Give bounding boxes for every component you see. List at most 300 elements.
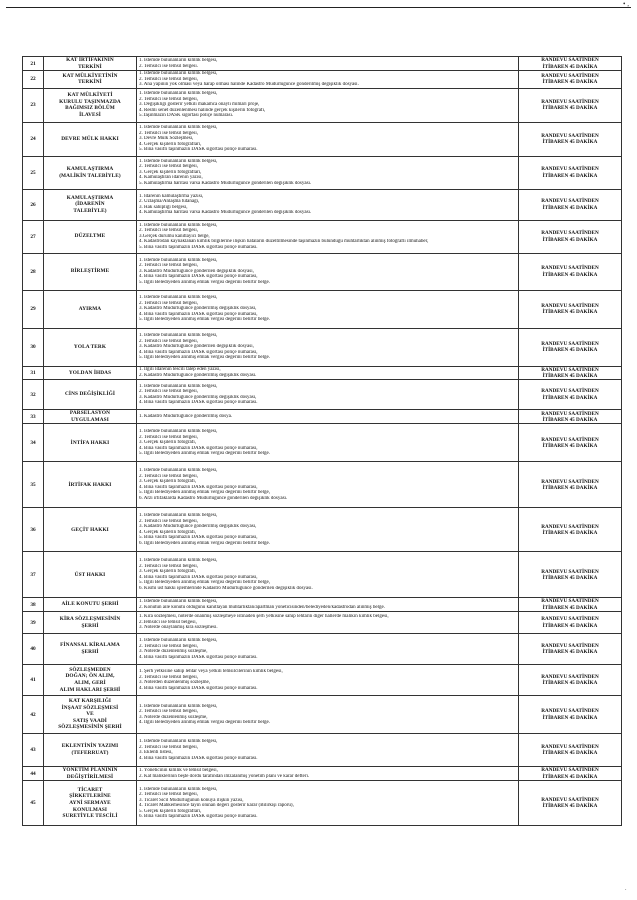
document-item: 3. Hak sahipliği belgesi,	[139, 204, 188, 210]
appointment-time	[519, 665, 622, 696]
table-row	[23, 767, 622, 781]
document-item: 3. Gerçek kişilerin fotoğrafları,	[139, 169, 202, 175]
procedure-name	[44, 767, 137, 781]
document-item: 3. Noterde düzenlenmiş sözleşme,	[139, 714, 208, 720]
procedure-name-line: AYIRMA	[78, 305, 102, 312]
appointment-line: RANDEVU SAATİNDEN	[541, 340, 599, 347]
procedure-name	[44, 253, 137, 290]
document-item: 4. Kamulaştırma haritası varsa Kadastro Müdürlüğünce gönderilen değişiklik dosyası.	[139, 210, 312, 216]
procedure-name	[44, 781, 137, 826]
procedure-name-line: ÜST HAKKI	[74, 571, 106, 578]
appointment-line: RANDEVU SAATİNDEN	[541, 410, 599, 417]
procedure-name-line: VE	[86, 711, 94, 718]
document-item: 3. Noterde düzenlenmiş sözleşme,	[139, 649, 208, 655]
row-number: 40	[23, 634, 44, 665]
row-number: 38	[23, 598, 44, 612]
appointment-time	[519, 508, 622, 552]
row-number: 37	[23, 552, 44, 598]
appointment-line: RANDEVU SAATİNDEN	[541, 230, 599, 237]
document-item: 4. Bina vasıflı taşınmazın DASK sigortası poliçe numarası,	[139, 445, 258, 451]
procedure-name	[44, 696, 137, 734]
procedure-name-line: BİRLEŞTİRME	[70, 268, 110, 275]
procedure-name	[44, 290, 137, 328]
document-item: 2. Temsilci ise temsil belgesi,	[139, 389, 198, 395]
procedure-name-line: KAMULAŞTIRMA	[66, 166, 114, 173]
table-row	[23, 122, 622, 156]
procedure-name-line: UYGULAMASI	[71, 416, 109, 423]
document-item: 5. Bina vasıflı taşınmazın DASK sigortası poliçe numarası.	[139, 147, 258, 153]
appointment-line: İTİBAREN 45 DAKİKA	[542, 416, 598, 423]
bottom-mark: .	[625, 886, 627, 892]
row-number: 42	[23, 696, 44, 734]
document-item: 2. Temsilci ise temsil belgesi,	[139, 473, 198, 479]
document-item: 1. İstemde bulunanların kimlik belgesi,	[139, 257, 218, 263]
table-row	[23, 781, 622, 826]
appointment-line: RANDEVU SAATİNDEN	[541, 478, 599, 485]
document-item: 1. İstemde bulunanların kimlik belgesi,	[139, 599, 218, 605]
appointment-line: İTİBAREN 45 DAKİKA	[542, 803, 598, 810]
table-row	[23, 410, 622, 424]
document-item: 3. Noterde onaylanmış kira sözleşmesi.	[139, 625, 218, 631]
appointment-line: İTİBAREN 45 DAKİKA	[542, 680, 598, 687]
appointment-time	[519, 253, 622, 290]
appointment-line: İTİBAREN 45 DAKİKA	[542, 484, 598, 491]
row-number: 31	[23, 366, 44, 380]
document-item: 2. Temsilci ise temsil belgesi,	[139, 228, 198, 234]
procedure-name	[44, 88, 137, 122]
table-row	[23, 634, 622, 665]
document-item: 6. İlgili Belediyeden alınmış emlak vergisi değerini belirtir belge.	[139, 540, 270, 546]
table-row	[23, 598, 622, 612]
appointment-line: RANDEVU SAATİNDEN	[541, 366, 599, 373]
required-documents	[137, 424, 519, 462]
procedure-name-line: YOLA TERK	[73, 343, 107, 350]
procedure-name	[44, 328, 137, 366]
procedure-name-line: TİCARET	[77, 786, 103, 793]
required-documents	[137, 462, 519, 508]
row-number: 28	[23, 253, 44, 290]
document-item: 1. Kira sözleşmesi, noterde onanmış sözleşmeye istinaden şerh yetkisine sahip lehtarın diğer hallerde malikin kimlik belgesi,	[139, 614, 389, 620]
document-item: 2.Temsilci ise temsil belgesi,	[139, 619, 197, 625]
document-item: 1. İstemde bulunanların kimlik belgesi,	[139, 125, 218, 131]
document-item: 1. İstemde bulunanların kimlik belgesi,	[139, 222, 218, 228]
document-item: 2. Temsilci ise temsil belgesi,	[139, 300, 198, 306]
appointment-time	[519, 220, 622, 253]
procedure-name-line: KAT İRTİFAKININ	[66, 57, 114, 63]
appointment-line: RANDEVU SAATİNDEN	[541, 708, 599, 715]
appointment-line: RANDEVU SAATİNDEN	[541, 767, 599, 774]
required-documents	[137, 410, 519, 424]
document-item: 1. İstemde bulunanların kimlik belgesi,	[139, 333, 218, 339]
appointment-line: İTİBAREN 45 DAKİKA	[542, 309, 598, 316]
document-item: 2. Temsilci ise temsil belgesi,	[139, 518, 198, 524]
document-item: 4. Bina vasıflı taşınmazın DASK sigortası poliçe numarası,	[139, 484, 258, 490]
procedure-name	[44, 634, 137, 665]
required-documents	[137, 290, 519, 328]
row-number: 21	[23, 57, 44, 71]
table-row	[23, 71, 622, 89]
procedure-name	[44, 598, 137, 612]
appointment-line: İTİBAREN 45 DAKİKA	[542, 714, 598, 721]
document-item: 2. Temsilci ise temsil belgesi,	[139, 563, 198, 569]
procedure-name-line: TERKİNİ	[78, 79, 102, 86]
document-item: 6. Bina vasıflı taşınmazın DASK sigortası poliçe numarası.	[139, 814, 258, 820]
appointment-line: İTİBAREN 45 DAKİKA	[542, 649, 598, 656]
document-item: 3. Gerçek kişilerin fotoğrafı,	[139, 569, 197, 575]
document-item: 1. İstemde bulunanların kimlik belgesi,	[139, 158, 218, 164]
procedure-name-line: KAT MÜLKİYETİ	[67, 92, 113, 98]
appointment-line: İTİBAREN 45 DAKİKA	[542, 63, 598, 70]
appointment-time	[519, 781, 622, 826]
appointment-line: İTİBAREN 45 DAKİKA	[542, 604, 598, 611]
procedure-name-line: ŞİRKETLERİNE	[69, 793, 111, 800]
procedure-name	[44, 665, 137, 696]
document-item: 4. Bina vasıflı taşınmazın DASK sigortası poliçe numarası.	[139, 755, 258, 761]
document-item: 4. Bina vasıflı taşınmazın DASK sigortası poliçe numarası,	[139, 349, 258, 355]
procedure-name-line: (İDARENİN	[75, 201, 105, 208]
procedure-name-line: YOLDAN İHDAS	[68, 369, 112, 376]
procedure-name-line: (MALİKİN TALEBİYLE)	[59, 172, 121, 179]
table-row	[23, 665, 622, 696]
appointment-line: RANDEVU SAATİNDEN	[541, 743, 599, 750]
document-item: 3. Kadastro Müdürlüğünce gönderilen değişiklik dosyası,	[139, 344, 254, 350]
document-item: 4. Gerçek kişilerin fotoğrafı,	[139, 529, 197, 535]
procedure-name-line: ALIM HAKLARI ŞERHİ	[59, 686, 121, 693]
document-item: 3. Ticaret Sicil Müdürlüğünün konuya ilişkin yazısı,	[139, 797, 244, 803]
procedure-name	[44, 122, 137, 156]
procedure-table-body	[23, 57, 622, 826]
appointment-line: İTİBAREN 45 DAKİKA	[542, 271, 598, 278]
row-number: 22	[23, 71, 44, 89]
procedure-name-line: FİNANSAL KİRALAMA	[60, 642, 120, 649]
document-item: 1. Yöneticinin kimlik ve temsil belgesi,	[139, 768, 218, 774]
table-row	[23, 156, 622, 189]
appointment-line: RANDEVU SAATİNDEN	[541, 523, 599, 530]
row-number: 23	[23, 88, 44, 122]
procedure-name-line: KONULMASI	[72, 806, 108, 813]
procedure-name-line: DEVRE MÜLK HAKKI	[61, 135, 119, 142]
row-number: 35	[23, 462, 44, 508]
required-documents	[137, 508, 519, 552]
document-item: 5. Bina vasıflı taşınmazın DASK sigortası poliçe numarası,	[139, 535, 258, 541]
document-item: 1. İstemde bulunanların kimlik belgesi,	[139, 468, 218, 474]
procedure-name-line: DÜZELTME	[74, 233, 106, 240]
row-number: 36	[23, 508, 44, 552]
appointment-time	[519, 71, 622, 89]
document-item: 5. Kamulaştırma haritası varsa Kadastro Müdürlüğünce gönderilen değişiklik dosyası.	[139, 180, 312, 186]
table-row	[23, 462, 622, 508]
document-item: 2. Uzlaşma/Anlaşma tutanağı,	[139, 199, 200, 205]
document-item: 1. İstemde bulunanların kimlik belgesi,	[139, 295, 218, 301]
document-item: 2. Temsilci ise temsil belgesi,	[139, 792, 198, 798]
document-item: 4. Bina vasıflı taşınmazın DASK sigortası poliçe numarası,	[139, 574, 258, 580]
appointment-line: RANDEVU SAATİNDEN	[541, 616, 599, 623]
procedure-name	[44, 189, 137, 220]
required-documents	[137, 57, 519, 71]
appointment-time	[519, 156, 622, 189]
appointment-line: RANDEVU SAATİNDEN	[541, 436, 599, 443]
document-item: 2. Temsilci ise temsil belgesi,	[139, 263, 198, 269]
required-documents	[137, 189, 519, 220]
document-item: 6. Kismi üst hakkı işlemlerinde Kadastro Müdürlüğünce gönderilen değişiklik dosyası.	[139, 585, 313, 591]
procedure-name-line: BAĞIMSIZ BÖLÜM	[65, 105, 115, 112]
appointment-line: RANDEVU SAATİNDEN	[541, 132, 599, 139]
table-row	[23, 696, 622, 734]
corner-mark: • ,	[623, 0, 629, 8]
appointment-line: İTİBAREN 45 DAKİKA	[542, 372, 598, 379]
appointment-line: RANDEVU SAATİNDEN	[541, 73, 599, 80]
document-item: 5. Bina vasıflı taşınmazın DASK sigortası poliçe numarası.	[139, 244, 258, 250]
document-item: 2. Temsilci ise temsil belgesi,	[139, 674, 198, 680]
row-number: 25	[23, 156, 44, 189]
appointment-time	[519, 696, 622, 734]
table-row	[23, 380, 622, 410]
appointment-line: İTİBAREN 45 DAKİKA	[542, 172, 598, 179]
procedure-name-line: SATIŞ VAADİ	[73, 717, 107, 724]
row-number: 32	[23, 380, 44, 410]
appointment-time	[519, 290, 622, 328]
table-row	[23, 88, 622, 122]
procedure-name	[44, 508, 137, 552]
document-item: 1. İstemde bulunanların kimlik belgesi,	[139, 638, 218, 644]
document-item: 2. Konutun aile konutu olduğunu kanıtlayan muhtarlıktan/apartman yöneticisinden/belediyeden/kadastrodan alınmış belge.	[139, 604, 385, 610]
document-item: 2. Temsilci ise temsil belgesi,	[139, 744, 198, 750]
row-number: 27	[23, 220, 44, 253]
document-item: 5. İlgili Belediyeden alınmış emlak vergisi değerini belirtir belge,	[139, 580, 270, 586]
appointment-time	[519, 410, 622, 424]
document-item: 1. İstemde bulunanların kimlik belgesi,	[139, 91, 218, 97]
document-item: 3. Eklenti listesi,	[139, 750, 173, 756]
row-number: 44	[23, 767, 44, 781]
appointment-time	[519, 122, 622, 156]
document-item: 4. Bina vasıflı taşınmazın DASK sigortası poliçe numarası,	[139, 311, 258, 317]
appointment-line: RANDEVU SAATİNDEN	[541, 598, 599, 605]
document-item: 2. Kadastro Müdürlüğünce gönderilmiş değişiklik dosyası.	[139, 372, 257, 378]
appointment-time	[519, 189, 622, 220]
appointment-line: İTİBAREN 45 DAKİKA	[542, 139, 598, 146]
appointment-line: RANDEVU SAATİNDEN	[541, 388, 599, 395]
document-item: 2. Temsilci ise temsil belgesi,	[139, 130, 198, 136]
required-documents	[137, 781, 519, 826]
appointment-line: RANDEVU SAATİNDEN	[541, 265, 599, 272]
document-item: 5.Taşınmazın DASK sigortası poliçe numarası.	[139, 113, 234, 119]
document-item: 2. Temsilci ise temsil belgesi,	[139, 709, 198, 715]
document-item: 5. İlgili Belediyeden alınmış emlak vergisi değerini belirtir belge,	[139, 490, 270, 496]
document-item: 4. İlgili Belediyeden alınmış emlak vergisi değerini belirtir belge.	[139, 720, 270, 726]
table-row	[23, 57, 622, 71]
document-item: 6. Arzi irtifaklarda Kadastro Müdürlüğünce gönderilen değişiklik dosyası.	[139, 495, 288, 501]
document-item: 5. İlgili Belediyeden alınmış emlak vergisi değerini belirtir belge.	[139, 279, 270, 285]
required-documents	[137, 88, 519, 122]
appointment-line: İTİBAREN 45 DAKİKA	[542, 394, 598, 401]
document-item: 5. Gerçek kişilerin fotoğrafları,	[139, 808, 202, 814]
document-item: 3. Gerçek kişilerin fotoğrafı,	[139, 440, 197, 446]
appointment-line: RANDEVU SAATİNDEN	[541, 796, 599, 803]
appointment-time	[519, 380, 622, 410]
document-item: 1. İstemde bulunanların kimlik belgesi,	[139, 71, 218, 77]
procedure-name	[44, 366, 137, 380]
appointment-time	[519, 366, 622, 380]
appointment-time	[519, 598, 622, 612]
procedure-name-line: SÖZLEŞMESİNİN ŞERHİ	[58, 724, 122, 731]
appointment-time	[519, 552, 622, 598]
document-item: 1. İstemde bulunanların kimlik belgesi,	[139, 383, 218, 389]
appointment-line: İTİBAREN 45 DAKİKA	[542, 750, 598, 757]
procedure-name-line: KİRA SÖZLEŞMESİNİN	[59, 615, 121, 622]
procedure-name-line: KAT MÜLKİYETİNİN	[62, 72, 118, 79]
appointment-line: İTİBAREN 45 DAKİKA	[542, 79, 598, 86]
document-item: 3. Kadastro Müdürlüğünce gönderilmiş değişiklik dosyası,	[139, 394, 257, 400]
procedure-name	[44, 220, 137, 253]
appointment-line: İTİBAREN 45 DAKİKA	[542, 347, 598, 354]
document-item: 3.Gerçek durumu kanıtlayıcı belge,	[139, 233, 210, 239]
required-documents	[137, 253, 519, 290]
appointment-line: İTİBAREN 45 DAKİKA	[542, 529, 598, 536]
required-documents	[137, 122, 519, 156]
document-item: 4. Gerçek kişilerin fotoğrafları,	[139, 141, 202, 147]
document-item: 5. İlgili Belediyeden alınmış emlak vergisi değerini belirtir belge.	[139, 355, 270, 361]
required-documents	[137, 328, 519, 366]
document-item: 1. İlgili İdarenin tescili talep eden yazısı,	[139, 367, 221, 373]
procedure-name	[44, 612, 137, 634]
document-item: 1. İstemde bulunanların kimlik belgesi,	[139, 786, 218, 792]
table-row	[23, 424, 622, 462]
table-row	[23, 612, 622, 634]
row-number: 34	[23, 424, 44, 462]
appointment-line: İTİBAREN 45 DAKİKA	[542, 622, 598, 629]
appointment-line: RANDEVU SAATİNDEN	[541, 568, 599, 575]
procedure-name	[44, 734, 137, 767]
appointment-time	[519, 634, 622, 665]
required-documents	[137, 220, 519, 253]
appointment-time	[519, 734, 622, 767]
procedure-name-line: ŞERHİ	[81, 622, 99, 629]
document-item: 4. Ticaret Mahkemesince tayin olunan değeri gösterir karar (Bilirkişi raporu),	[139, 803, 294, 809]
required-documents	[137, 71, 519, 89]
document-item: 1. İdarenin kamulaştırma yazısı,	[139, 193, 204, 199]
document-item: 1. İstemde bulunanların kimlik belgesi,	[139, 703, 218, 709]
appointment-time	[519, 424, 622, 462]
document-item: 3. Kadastro Müdürlüğünce gönderilmiş değişiklik dosyası,	[139, 306, 257, 312]
required-documents	[137, 665, 519, 696]
procedure-name-line: SURETİYLE TESCİLİ	[62, 813, 118, 820]
appointment-line: RANDEVU SAATİNDEN	[541, 302, 599, 309]
document-item: 2. Temsilci ise temsil belgesi,	[139, 76, 198, 82]
appointment-line: İTİBAREN 45 DAKİKA	[542, 574, 598, 581]
table-row	[23, 328, 622, 366]
required-documents	[137, 634, 519, 665]
row-number: 30	[23, 328, 44, 366]
procedure-name-line: KAT KARŞILIĞI	[68, 698, 112, 705]
row-number: 39	[23, 612, 44, 634]
document-item: 4. Bina vasıflı taşınmazın DASK sigortası poliçe numarası.	[139, 654, 258, 660]
procedure-name	[44, 552, 137, 598]
table-row	[23, 552, 622, 598]
document-item: 1. İstemde bulunanların kimlik belgesi,	[139, 513, 218, 519]
procedure-name-line: KURULU TAŞINMAZDA	[59, 98, 121, 105]
procedure-name-line: (TEFERRUAT)	[71, 750, 109, 757]
procedure-name-line: TERKİNİ	[78, 63, 102, 70]
required-documents	[137, 612, 519, 634]
appointment-time	[519, 612, 622, 634]
table-row	[23, 508, 622, 552]
appointment-line: RANDEVU SAATİNDEN	[541, 166, 599, 173]
required-documents	[137, 156, 519, 189]
required-documents	[137, 552, 519, 598]
table-row	[23, 253, 622, 290]
document-item: 2. Temsilci ise temsil belgesi,	[139, 434, 198, 440]
procedure-name	[44, 424, 137, 462]
document-item: 4. Bina vasıflı taşınmazın DASK sigortası poliçe numarası.	[139, 685, 258, 691]
procedure-name	[44, 57, 137, 71]
procedure-name-line: GEÇİT HAKKI	[71, 526, 109, 533]
top-rule	[6, 7, 631, 8]
appointment-time	[519, 462, 622, 508]
procedure-name-line: ALIM, GERİ	[74, 680, 106, 687]
row-number: 33	[23, 410, 44, 424]
appointment-line: RANDEVU SAATİNDEN	[541, 673, 599, 680]
appointment-time	[519, 767, 622, 781]
document-item: 3. Kadastro Müdürlüğünce gönderilen değişiklik dosyası,	[139, 268, 254, 274]
procedure-name-line: KAMULAŞTIRMA	[66, 194, 114, 201]
procedure-name-line: YÖNETİM PLANININ	[62, 767, 118, 774]
procedure-table	[22, 56, 622, 826]
appointment-line: RANDEVU SAATİNDEN	[541, 98, 599, 105]
document-item: 4. Bina vasıflı taşınmazın DASK sigortası poliçe numarası,	[139, 274, 258, 280]
required-documents	[137, 366, 519, 380]
row-number: 26	[23, 189, 44, 220]
document-item: 5. İlgili Belediyeden alınmış emlak vergisi değerini belirtir belge.	[139, 317, 270, 323]
required-documents	[137, 734, 519, 767]
procedure-name	[44, 71, 137, 89]
appointment-line: İTİBAREN 45 DAKİKA	[542, 204, 598, 211]
required-documents	[137, 380, 519, 410]
appointment-line: İTİBAREN 45 DAKİKA	[542, 442, 598, 449]
procedure-name-line: EKLENTİNİN YAZIMI	[61, 743, 119, 750]
required-documents	[137, 696, 519, 734]
document-item: 1. İstemde bulunanların kimlik belgesi,	[139, 558, 218, 564]
procedure-name	[44, 156, 137, 189]
table-row	[23, 189, 622, 220]
document-item: 3. Değişikliği gösterir yetkili makamca onaylı mimari proje,	[139, 102, 260, 108]
document-item: 2. Kat maliklerinin beşte dördü tarafından imzalanmış yönetim planı ve karar defteri.	[139, 773, 310, 779]
document-item: 3. Kadastro Müdürlüğünce gönderilmiş değişiklik dosyası,	[139, 524, 257, 530]
table-row	[23, 366, 622, 380]
appointment-time	[519, 328, 622, 366]
appointment-time	[519, 88, 622, 122]
appointment-line: RANDEVU SAATİNDEN	[541, 642, 599, 649]
document-item: 1. İstemde bulunanların kimlik belgesi,	[139, 739, 218, 745]
document-item: 5. İlgili Belediyeden alınmış emlak vergisi değerini belirtir belge.	[139, 451, 270, 457]
document-item: 4. Kadastrodan kaynaklanan kimlik bilgilerine ilişkin hataların düzeltilmesinde taşınmazın bulunduğu muhtarlıktan alınmış fotoğraflı ilmühaber,	[139, 239, 429, 245]
procedure-name-line: TALEBİYLE)	[73, 207, 107, 214]
document-item: 3. Devre Mülk Sözleşmesi,	[139, 136, 194, 142]
row-number: 41	[23, 665, 44, 696]
appointment-line: RANDEVU SAATİNDEN	[541, 198, 599, 205]
procedure-name-line: PARSELASYON	[69, 410, 111, 417]
table-row	[23, 220, 622, 253]
procedure-name-line: İRTİFAK HAKKI	[68, 481, 112, 488]
document-item: 2. Temsilci ise temsil belgesi,	[139, 338, 198, 344]
document-item: 2. Temsilci ise temsil belgesi,	[139, 164, 198, 170]
row-number: 24	[23, 122, 44, 156]
appointment-line: RANDEVU SAATİNDEN	[541, 57, 599, 64]
procedure-name-line: CİNS DEĞİŞİKLİĞİ	[64, 391, 116, 398]
procedure-name-line: İNTİFA HAKKI	[70, 439, 110, 446]
procedure-name	[44, 380, 137, 410]
required-documents	[137, 767, 519, 781]
row-number: 45	[23, 781, 44, 826]
